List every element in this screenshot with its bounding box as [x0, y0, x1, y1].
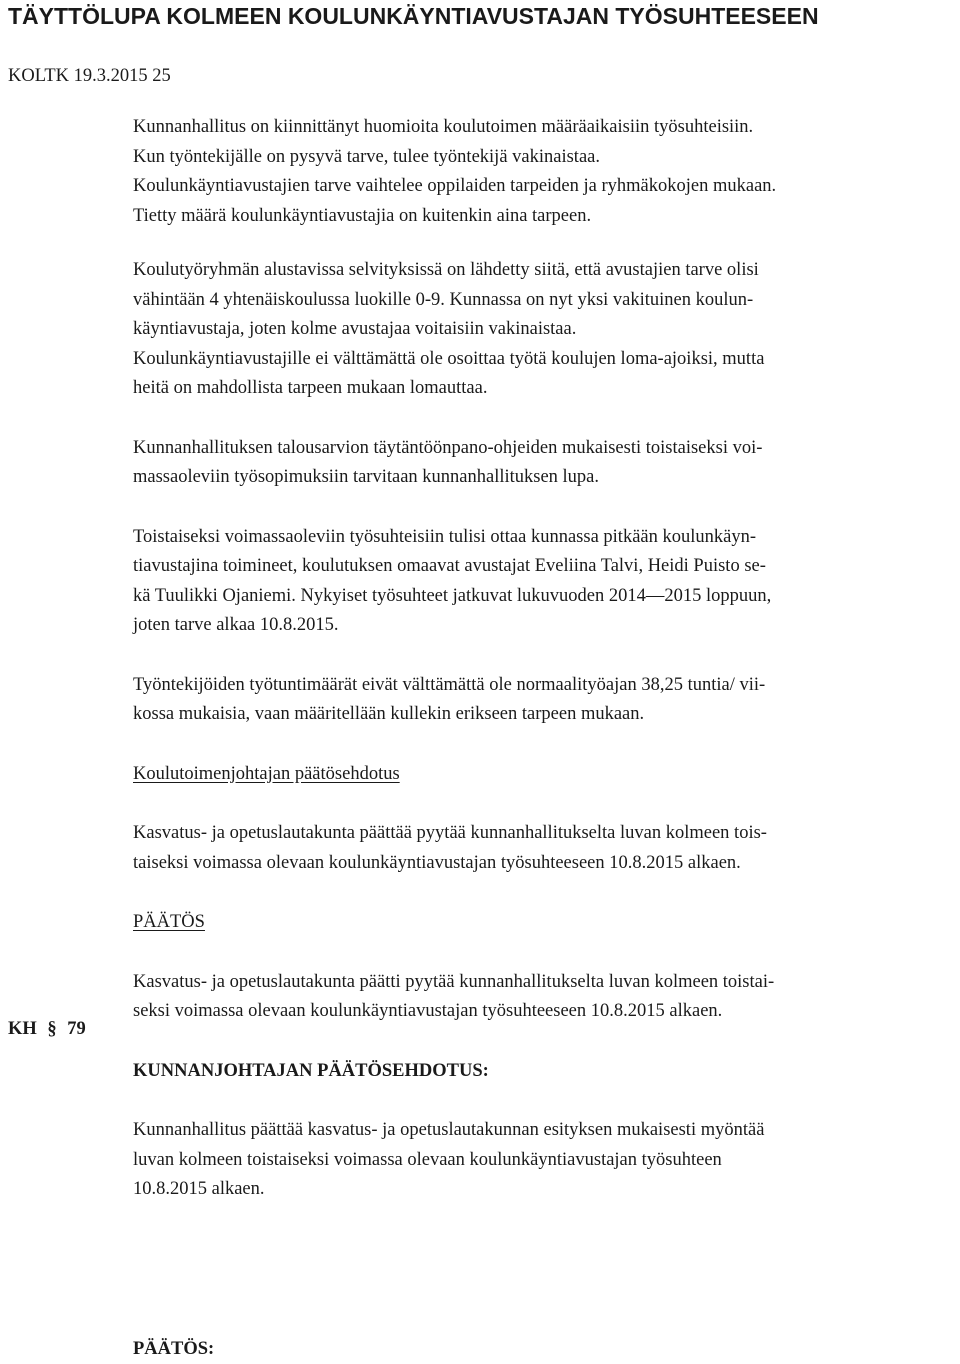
text-line: käyntiavustaja, joten kolme avustajaa voitaisiin vakinaistaa.	[133, 315, 958, 345]
text-line: vähintään 4 yhtenäiskoulussa luokille 0-9. Kunnassa on nyt yksi vakituinen koulun-	[133, 286, 958, 316]
kh-label: KH	[8, 1019, 37, 1039]
document-body	[133, 113, 958, 1364]
text-line: Koulunkäyntiavustajille ei välttämättä ole osoittaa työtä koulujen loma-ajoiksi, mutta	[133, 345, 958, 375]
proposal-text	[133, 819, 958, 878]
text-line: Tietty määrä koulunkäyntiavustajia on kuitenkin aina tarpeen.	[133, 202, 958, 232]
text-line: Koulutyöryhmän alustavissa selvityksissä on lähdetty siitä, että avustajien tarve olisi	[133, 256, 958, 286]
text-line: kä Tuulikki Ojaniemi. Nykyiset työsuhteet jatkuvat lukuvuoden 2014—2015 loppuun,	[133, 582, 958, 612]
text-line: kossa mukaisia, vaan määritellään kullekin erikseen tarpeen mukaan.	[133, 700, 958, 730]
decision-text	[133, 968, 958, 1027]
text-line: heitä on mahdollista tarpeen mukaan lomauttaa.	[133, 374, 958, 404]
final-decision-heading: PÄÄTÖS:	[133, 1335, 958, 1364]
section-symbol: §	[47, 1019, 56, 1039]
text-line: Toistaiseksi voimassaoleviin työsuhteisiin tulisi ottaa kunnassa pitkään koulunkäyn-	[133, 523, 958, 553]
text-line: massaoleviin työsopimuksiin tarvitaan kunnanhallituksen lupa.	[133, 463, 958, 493]
paragraph-5	[133, 671, 958, 730]
kh-number: 79	[67, 1019, 86, 1039]
text-line: tiavustajina toimineet, koulutuksen omaavat avustajat Eveliina Talvi, Heidi Puisto se-	[133, 552, 958, 582]
paragraph-3	[133, 434, 958, 493]
text-line: Kunnanhallitus päättää kasvatus- ja opetuslautakunnan esityksen mukaisesti myöntää	[133, 1116, 958, 1146]
text-line: joten tarve alkaa 10.8.2015.	[133, 611, 958, 641]
decision-heading: PÄÄTÖS	[133, 908, 958, 938]
text-line: Kun työntekijälle on pysyvä tarve, tulee työntekijä vakinaistaa.	[133, 143, 958, 173]
paragraph-1	[133, 113, 958, 231]
kh-section-label	[8, 1015, 86, 1045]
text-line: Kasvatus- ja opetuslautakunta päätti pyytää kunnanhallitukselta luvan kolmeen toistai-	[133, 968, 958, 998]
text-line: 10.8.2015 alkaen.	[133, 1175, 958, 1205]
text-line: seksi voimassa olevaan koulunkäyntiavustajan työsuhteeseen 10.8.2015 alkaen.	[133, 997, 958, 1027]
text-line: Työntekijöiden työtuntimäärät eivät välttämättä ole normaalityöajan 38,25 tuntia/ vii-	[133, 671, 958, 701]
paragraph-4	[133, 523, 958, 641]
meeting-reference: KOLTK 19.3.2015 25	[8, 64, 171, 88]
text-line: taiseksi voimassa olevaan koulunkäyntiavustajan työsuhteeseen 10.8.2015 alkaen.	[133, 849, 958, 879]
text-line: luvan kolmeen toistaiseksi voimassa olevaan koulunkäyntiavustajan työsuhteen	[133, 1146, 958, 1176]
document-title: TÄYTTÖLUPA KOLMEEN KOULUNKÄYNTIAVUSTAJAN TYÖSUHTEESEEN	[8, 2, 819, 30]
text-line: Kasvatus- ja opetuslautakunta päättää pyytää kunnanhallitukselta luvan kolmeen tois-	[133, 819, 958, 849]
paragraph-2	[133, 256, 958, 404]
kh-proposal-text	[133, 1116, 958, 1205]
text-line: Kunnanhallitus on kiinnittänyt huomioita koulutoimen määräaikaisiin työsuhteisiin.	[133, 113, 958, 143]
proposal-heading: Koulutoimenjohtajan päätösehdotus	[133, 760, 958, 790]
text-line: Kunnanhallituksen talousarvion täytäntöönpano-ohjeiden mukaisesti toistaiseksi voi-	[133, 434, 958, 464]
text-line: Koulunkäyntiavustajien tarve vaihtelee oppilaiden tarpeiden ja ryhmäkokojen mukaan.	[133, 172, 958, 202]
kh-heading: KUNNANJOHTAJAN PÄÄTÖSEHDOTUS:	[133, 1057, 958, 1087]
